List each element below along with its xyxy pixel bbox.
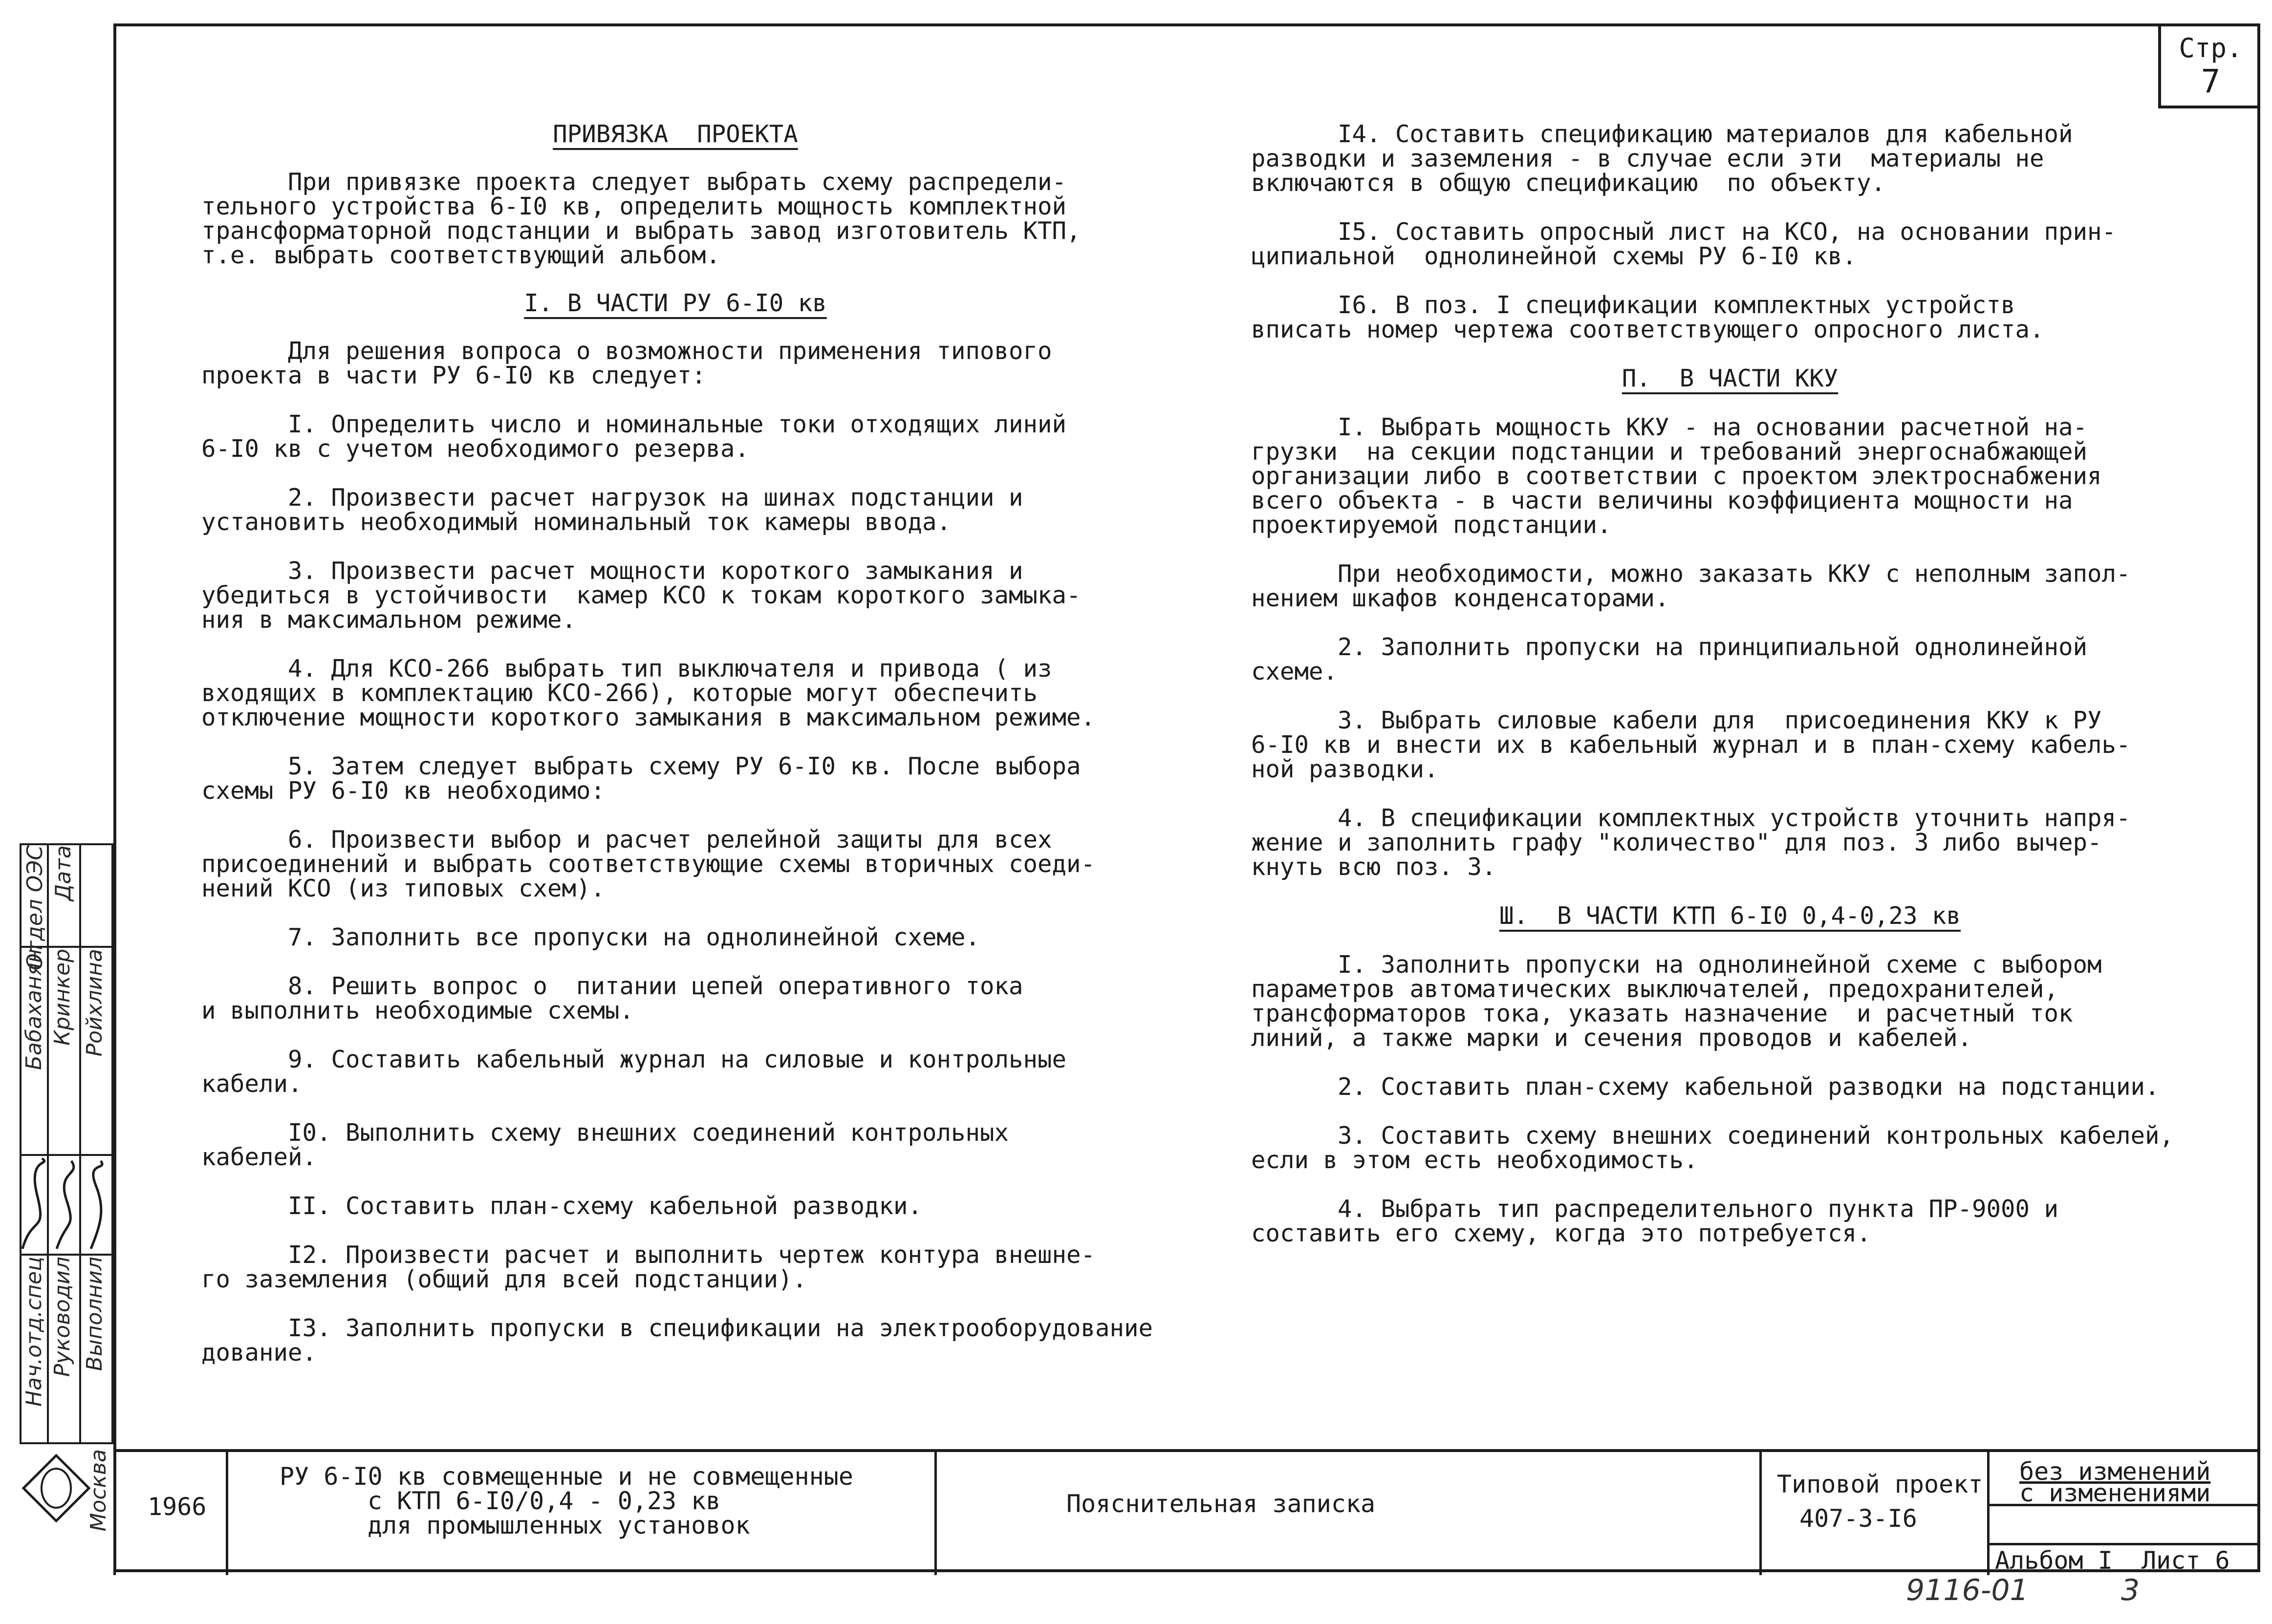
stamp-role: Руководил [50, 1257, 75, 1377]
paragraph-item: I. Определить число и номинальные токи отходящих линий 6-I0 кв с учетом необходимого резерва. [201, 410, 1067, 463]
status-without-changes: без изменений [2019, 1457, 2211, 1486]
paragraph-item: 8. Решить вопрос о питании цепей оперативного тока и выполнить необходимые схемы. [201, 972, 1023, 1025]
paragraph-item: 4. Для КСО-266 выбрать тип выключателя и привода ( из входящих в комплектацию КСО-266), которые могут обеспечить отключение мощности короткого замыкания в максимальном режиме. [201, 655, 1096, 731]
paragraph-item: I3. Заполнить пропуски в спецификации на электрооборудование дование. [201, 1314, 1153, 1367]
right-column [1251, 122, 2209, 1246]
document-title: ПРИВЯЗКА ПРОЕКТА [553, 120, 798, 148]
paragraph-item: I2. Произвести расчет и выполнить чертеж контура внешне- го заземления (общий для всей подстанции). [201, 1241, 1096, 1293]
project-description: для промышленных установок [368, 1511, 750, 1539]
paragraph-item: I5. Составить опросный лист на КСО, на основании прин- ципиальной однолинейной схемы РУ 6-I0 кв. [1251, 218, 2117, 270]
handwritten-mark: 3 [2121, 1573, 2140, 1607]
section-3-title: Ш. В ЧАСТИ КТП 6-I0 0,4-0,23 кв [1499, 902, 1961, 930]
paragraph-item: 4. Выбрать тип распределительного пункта ПР-9000 и составить его схему, когда это потребуется. [1251, 1195, 2059, 1247]
project-description: с КТП 6-I0/0,4 - 0,23 кв [368, 1487, 721, 1515]
stamp-role: Выполнил [82, 1257, 107, 1371]
paragraph-item: 3. Выбрать силовые кабели для присоединения ККУ к РУ 6-I0 кв и внести их в кабельный журнал и в план-схему кабель- ной разводки. [1251, 706, 2131, 783]
album-label: Альбом I [1995, 1546, 2113, 1575]
paragraph-item: 3. Составить схему внешних соединений контрольных кабелей, если в этом есть необходимость. [1251, 1122, 2174, 1174]
handwritten-number: 9116-01 [1906, 1573, 2029, 1607]
paragraph-item: I6. В поз. I спецификации комплектных устройств вписать номер чертежа соответствующего опросного листа. [1251, 291, 2044, 343]
paragraph-item: При необходимости, можно заказать ККУ с неполным запол- нением шкафов конденсаторами. [1251, 560, 2131, 612]
stamp-header: Отдел ОЭС [22, 845, 47, 970]
paragraph-item: II. Составить план-схему кабельной разводки. [201, 1192, 923, 1220]
stamp-role: Нач.отд.спец [22, 1257, 46, 1407]
project-label: Типовой проект [1777, 1470, 1983, 1498]
paragraph-item: I. Заполнить пропуски на однолинейной схеме с выбором параметров автоматических выключателей, предохранителей, трансформаторов тока, указать назначение и расчетный ток линий, а также марки и сечения проводов и кабелей. [1251, 951, 2102, 1052]
paragraph-item: I0. Выполнить схему внешних соединений контрольных кабелей. [201, 1119, 1009, 1171]
section-1-title: I. В ЧАСТИ РУ 6-I0 кв [524, 289, 827, 317]
stamp-name: Бабаханян [22, 949, 46, 1070]
paragraph-item: 2. Произвести расчет нагрузок на шинах подстанции и установить необходимый номинальный ток камеры ввода. [201, 484, 1023, 536]
document-name: Пояснительная записка [1066, 1490, 1376, 1518]
title-block [113, 1449, 2260, 1575]
project-number: 407-3-I6 [1799, 1504, 1917, 1533]
paragraph-item: I. Выбрать мощность ККУ - на основании расчетной на- грузки на секции подстанции и требований энергоснабжающей организации либо в соответствии с проектом электроснабжения всего объекта - в части величины коэффициента мощности на проектируемой подстанции. [1251, 413, 2102, 539]
section-1-intro: Для решения вопроса о возможности применения типового проекта в части РУ 6-I0 кв следует: [201, 337, 1052, 389]
paragraph-item: 6. Произвести выбор и расчет релейной защиты для всех присоединений и выбрать соответствующие схемы вторичных соеди- нений КСО (из типовых схем). [201, 826, 1096, 902]
stamp-city: Москва [86, 1449, 111, 1532]
stamp-name: Кринкер [50, 949, 75, 1046]
stamp-header: Дата [51, 845, 76, 901]
paragraph-item: 3. Произвести расчет мощности короткого замыкания и убедиться в устойчивости камер КСО к токам короткого замыка- ния в максимальном режиме. [201, 557, 1081, 634]
page-number-box [2158, 23, 2260, 108]
institute-emblem [20, 1452, 93, 1525]
paragraph-item: 2. Заполнить пропуски на принципиальной однолинейной схеме. [1251, 633, 2088, 685]
status-with-changes: с изменениями [2019, 1479, 2211, 1507]
signature-stamp [0, 843, 113, 1576]
sheet-label: Лист 6 [2142, 1546, 2230, 1575]
paragraph-item: 5. Затем следует выбрать схему РУ 6-I0 кв. После выбора схемы РУ 6-I0 кв необходимо: [201, 752, 1081, 805]
year: 1966 [148, 1493, 207, 1521]
paragraph-item: 2. Составить план-схему кабельной разводки на подстанции. [1251, 1073, 2160, 1101]
paragraph-item: 7. Заполнить все пропуски на однолинейной схеме. [201, 923, 980, 951]
page-label: Стр. [2179, 33, 2243, 64]
section-2-title: П. В ЧАСТИ ККУ [1622, 364, 1839, 392]
paragraph-item: 9. Составить кабельный журнал на силовые и контрольные кабели. [201, 1046, 1067, 1098]
page-number: 7 [2201, 63, 2221, 100]
paragraph-item: 4. В спецификации комплектных устройств уточнить напря- жение и заполнить графу "количество" для поз. 3 либо вычер- кнуть всю поз. 3. [1251, 804, 2131, 881]
stamp-name: Ройхлина [82, 949, 107, 1057]
project-description: РУ 6-I0 кв совмещенные и не совмещенные [280, 1462, 853, 1491]
signature-scribble [18, 1156, 113, 1254]
paragraph-item: I4. Составить спецификацию материалов для кабельной разводки и заземления - в случае если эти материалы не включаются в общую спецификацию по объекту. [1251, 120, 2073, 197]
left-column [201, 120, 1153, 1367]
intro-paragraph: При привязке проекта следует выбрать схему распредели- тельного устройства 6-I0 кв, определить мощность комплектной трансформаторной подстанции и выбрать завод изготовитель КТП, т.е. выбрать соответствующий альбом. [201, 168, 1081, 269]
